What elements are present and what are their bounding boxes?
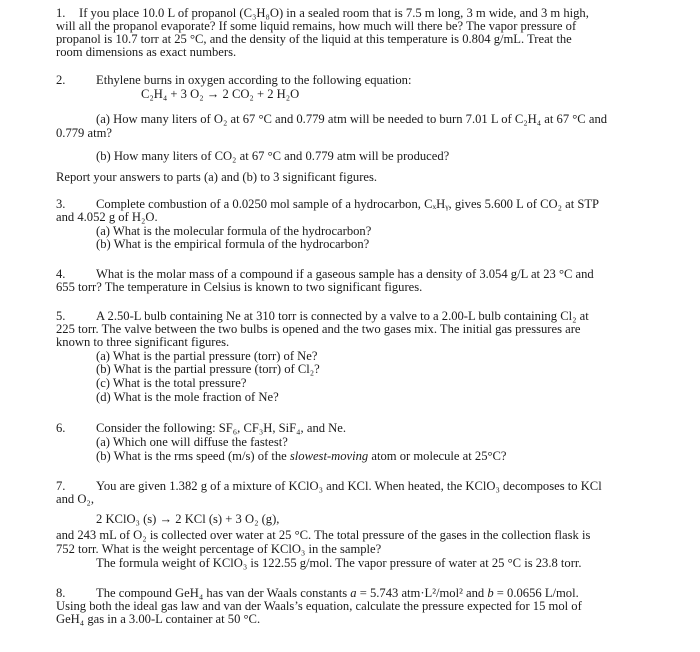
question-part-b: (b) What is the empirical formula of the hydrocarbon?	[96, 237, 370, 251]
problem-text: GeH₄ gas in a 3.00-L container at 50 °C.	[56, 612, 261, 626]
problem-text: 655 torr? The temperature in Celsius is known to two significant figures.	[56, 280, 423, 294]
part-b-text: (b) What is the rms speed (m/s) of the	[96, 449, 290, 463]
problem-text: Ethylene burns in oxygen according to the following equation:	[96, 73, 412, 87]
emphasis-text: slowest-moving	[289, 449, 369, 463]
problem-text: = 5.743 atm·L²/mol² and	[356, 586, 488, 600]
question-part-a: (a) What is the molecular formula of the hydrocarbon?	[96, 224, 372, 238]
chemical-equation: C₂H₄ + 3 O₂ → 2 CO₂ + 2 H₂O	[141, 87, 300, 101]
problem-number: 2.	[56, 73, 66, 87]
question-part-a: 0.779 atm?	[56, 126, 112, 140]
problem-number: 3.	[56, 197, 66, 211]
problem-text: The compound GeH₄ has van der Waals constants	[96, 586, 351, 600]
question-part-a: (a) Which one will diffuse the fastest?	[96, 435, 288, 449]
problem-text: = 0.0656 L/mol.	[493, 586, 579, 600]
problem-text: and 243 mL of O₂ is collected over water at 25 °C. The total pressure of the gases in the collection flask is	[56, 528, 591, 542]
problem-text: room dimensions as exact numbers.	[56, 45, 237, 59]
problem-text: known to three significant figures.	[56, 335, 230, 349]
problem-text: will all the propanol evaporate? If some liquid remains, how much will there be? The vapor pressure of	[56, 19, 577, 33]
problem-text: propanol is 10.7 torr at 25 °C, and the density of the liquid at this temperature is 0.804 g/mL. Treat the	[56, 32, 572, 46]
question-part-b: (b) What is the partial pressure (torr) of Cl₂?	[96, 362, 320, 376]
problem-number: 4.	[56, 267, 66, 281]
instruction-note: The formula weight of KClO₃ is 122.55 g/mol. The vapor pressure of water at 25 °C is 23.8 torr.	[96, 556, 582, 570]
part-b-text: atom or molecule at 25°C?	[368, 449, 507, 463]
problem-number: 5.	[56, 309, 66, 323]
problem-number: 8.	[56, 586, 66, 600]
constant-a-symbol: a	[350, 586, 357, 600]
problem-text: and 4.052 g of H₂O.	[56, 210, 158, 224]
problem-number: 1.	[56, 6, 66, 20]
problem-text: and O₂,	[56, 492, 94, 506]
question-part-b: (b) How many liters of CO₂ at 67 °C and 0.779 atm will be produced?	[96, 149, 450, 163]
chemical-equation: 2 KClO₃ (s) → 2 KCl (s) + 3 O₂ (g),	[96, 512, 280, 526]
problem-text: Complete combustion of a 0.0250 mol sample of a hydrocarbon, CₓHᵧ, gives 5.600 L of CO₂ at STP	[96, 197, 600, 211]
problem-text: 225 torr. The valve between the two bulbs is opened and the two gases mix. The initial gas pressures are	[56, 322, 581, 336]
problem-text: Using both the ideal gas law and van der Waals’s equation, calculate the pressure expected for 15 mol of	[56, 599, 582, 613]
question-part-d: (d) What is the mole fraction of Ne?	[96, 390, 279, 404]
instruction-note: Report your answers to parts (a) and (b) to 3 significant figures.	[56, 170, 378, 184]
problem-text: A 2.50-L bulb containing Ne at 310 torr is connected by a valve to a 2.00-L bulb containing Cl₂ at	[96, 309, 589, 323]
question-part-a: (a) What is the partial pressure (torr) of Ne?	[96, 349, 318, 363]
problem-text: If you place 10.0 L of propanol (C₃H₈O) in a sealed room that is 7.5 m long, 3 m wide, and 3 m high,	[79, 6, 589, 20]
constant-b-symbol: b	[487, 586, 494, 600]
problem-text: 752 torr. What is the weight percentage of KClO₃ in the sample?	[56, 542, 382, 556]
problem-number: 7.	[56, 479, 66, 493]
problem-number: 6.	[56, 421, 66, 435]
question-part-a: (a) How many liters of O₂ at 67 °C and 0.779 atm will be needed to burn 7.01 L of C₂H₄ at 67 °C and	[96, 112, 608, 126]
question-part-b	[96, 450, 507, 463]
problem-text: Consider the following: SF₆, CF₃H, SiF₄, and Ne.	[96, 421, 347, 435]
problem-text: What is the molar mass of a compound if a gaseous sample has a density of 3.054 g/L at 23 °C and	[96, 267, 594, 281]
question-part-c: (c) What is the total pressure?	[96, 376, 247, 390]
problem-text: You are given 1.382 g of a mixture of KClO₃ and KCl. When heated, the KClO₃ decomposes to KCl	[96, 479, 602, 493]
